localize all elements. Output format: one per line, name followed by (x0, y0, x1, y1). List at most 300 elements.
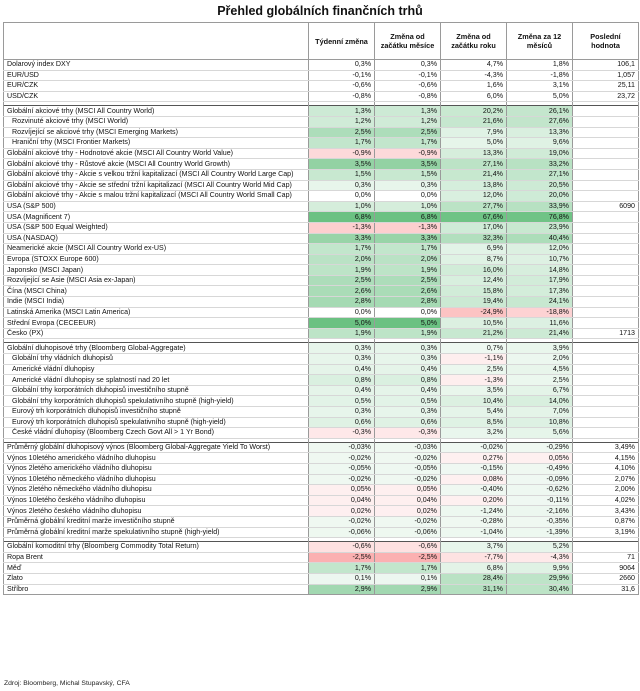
cell-ytd: -1,1% (441, 354, 507, 365)
table-row (4, 328, 639, 339)
cell-ytd: 67,6% (441, 212, 507, 223)
cell-12m: 27,6% (507, 116, 573, 127)
cell-12m: -0,11% (507, 495, 573, 506)
cell-ytd: 2,5% (441, 364, 507, 375)
cell-12m: -18,8% (507, 307, 573, 318)
table-row (4, 191, 639, 202)
row-label: Eurový trh korporátních dluhopisů investičního stupně (4, 407, 309, 418)
table-row (4, 116, 639, 127)
row-label: Čína (MSCI China) (4, 286, 309, 297)
row-label: Výnos 2letého německého vládního dluhopisu (4, 485, 309, 496)
table-row (4, 275, 639, 286)
row-label: Globální akciové trhy (MSCI All Country World) (4, 106, 309, 117)
cell-last (573, 191, 639, 202)
cell-12m: 12,0% (507, 244, 573, 255)
header-row (4, 23, 639, 60)
cell-last (573, 375, 639, 386)
cell-mtd: 0,0% (375, 307, 441, 318)
cell-mtd: -0,03% (375, 442, 441, 453)
cell-weekly: 3,3% (309, 233, 375, 244)
row-label: EUR/CZK (4, 81, 309, 92)
row-label: Evropa (STOXX Europe 600) (4, 254, 309, 265)
row-label: Výnos 2letého amerického vládního dluhopisu (4, 463, 309, 474)
row-label: Indie (MSCI India) (4, 297, 309, 308)
cell-last (573, 275, 639, 286)
cell-12m: 33,9% (507, 201, 573, 212)
cell-ytd: -0,40% (441, 485, 507, 496)
cell-12m: 33,2% (507, 159, 573, 170)
table-row (4, 91, 639, 102)
cell-last: 2,07% (573, 474, 639, 485)
cell-mtd: -0,8% (375, 91, 441, 102)
table-row (4, 542, 639, 553)
cell-last: 0,87% (573, 516, 639, 527)
row-label: Americké vládní dluhopisy (4, 364, 309, 375)
cell-last (573, 307, 639, 318)
cell-last (573, 428, 639, 439)
cell-ytd: -0,15% (441, 463, 507, 474)
table-row (4, 244, 639, 255)
cell-weekly: 1,7% (309, 138, 375, 149)
cell-mtd: 0,3% (375, 354, 441, 365)
cell-last: 3,19% (573, 527, 639, 538)
cell-weekly: 2,5% (309, 127, 375, 138)
cell-last (573, 542, 639, 553)
cell-weekly: 1,2% (309, 116, 375, 127)
cell-ytd: 4,7% (441, 60, 507, 71)
cell-ytd: 27,1% (441, 159, 507, 170)
cell-weekly: 0,02% (309, 506, 375, 517)
cell-weekly: -0,05% (309, 463, 375, 474)
row-label: Výnos 10letého amerického vládního dluhopisu (4, 453, 309, 464)
cell-ytd: -1,3% (441, 375, 507, 386)
cell-weekly: 0,3% (309, 60, 375, 71)
cell-mtd: 2,5% (375, 275, 441, 286)
cell-ytd: 21,2% (441, 328, 507, 339)
cell-weekly: 1,7% (309, 244, 375, 255)
cell-last: 71 (573, 552, 639, 563)
cell-ytd: 8,5% (441, 417, 507, 428)
cell-last (573, 417, 639, 428)
cell-last (573, 254, 639, 265)
cell-weekly: 0,4% (309, 364, 375, 375)
cell-weekly: -0,6% (309, 81, 375, 92)
cell-last (573, 159, 639, 170)
cell-ytd: 6,0% (441, 91, 507, 102)
row-label: Globální komoditní trhy (Bloomberg Commodity Total Return) (4, 542, 309, 553)
cell-12m: 23,9% (507, 222, 573, 233)
cell-mtd: 0,04% (375, 495, 441, 506)
cell-ytd: 0,08% (441, 474, 507, 485)
table-row (4, 495, 639, 506)
row-label: Globální akciové trhy - Akcie se střední tržní kapitalizací (MSCI All Country World Mid Cap) (4, 180, 309, 191)
cell-ytd: 15,8% (441, 286, 507, 297)
cell-mtd: 2,5% (375, 127, 441, 138)
cell-mtd: -0,6% (375, 81, 441, 92)
markets-table (3, 22, 639, 595)
cell-last (573, 233, 639, 244)
cell-ytd: 21,4% (441, 169, 507, 180)
cell-12m: 9,6% (507, 138, 573, 149)
cell-weekly: 0,3% (309, 180, 375, 191)
row-label: Latinská Amerika (MSCI Latin America) (4, 307, 309, 318)
cell-12m: 19,0% (507, 148, 573, 159)
cell-last (573, 116, 639, 127)
row-label: Globální akciové trhy - Akcie s malou tržní kapitalizací (MSCI All Country World Small Cap) (4, 191, 309, 202)
cell-ytd: 31,1% (441, 584, 507, 595)
table-row (4, 573, 639, 584)
table-row (4, 318, 639, 329)
cell-last (573, 354, 639, 365)
cell-ytd: 13,3% (441, 148, 507, 159)
cell-mtd: 0,3% (375, 60, 441, 71)
cell-12m: 14,0% (507, 396, 573, 407)
row-label: Střední Evropa (CECEEUR) (4, 318, 309, 329)
header-ytd: Změna od začátku roku (441, 23, 507, 60)
cell-mtd: 0,6% (375, 417, 441, 428)
cell-12m: 14,8% (507, 265, 573, 276)
cell-weekly: 1,9% (309, 328, 375, 339)
cell-12m: 21,4% (507, 328, 573, 339)
cell-12m: 76,8% (507, 212, 573, 223)
cell-weekly: 1,7% (309, 563, 375, 574)
cell-12m: 29,9% (507, 573, 573, 584)
row-label: Zlato (4, 573, 309, 584)
cell-weekly: 2,6% (309, 286, 375, 297)
cell-mtd: 1,7% (375, 138, 441, 149)
cell-last: 3,43% (573, 506, 639, 517)
row-label: Výnos 2letého českého vládního dluhopisu (4, 506, 309, 517)
table-row (4, 106, 639, 117)
row-label: Americké vládní dluhopisy se splatností nad 20 let (4, 375, 309, 386)
table-row (4, 506, 639, 517)
row-label: Globální trhy korporátních dluhopisů spekulativního stupně (high-yield) (4, 396, 309, 407)
row-label: Neamerické akcie (MSCI All Country World ex-US) (4, 244, 309, 255)
cell-weekly: 0,3% (309, 354, 375, 365)
cell-12m: 27,1% (507, 169, 573, 180)
cell-weekly: 0,3% (309, 407, 375, 418)
table-body (4, 60, 639, 595)
row-label: Průměrná globální kreditní marže spekulativního stupně (high-yield) (4, 527, 309, 538)
cell-weekly: 1,3% (309, 106, 375, 117)
table-row (4, 407, 639, 418)
cell-last (573, 244, 639, 255)
cell-weekly: 0,1% (309, 573, 375, 584)
row-label: Globální trhy korporátních dluhopisů investičního stupně (4, 385, 309, 396)
table-row (4, 265, 639, 276)
table-row (4, 584, 639, 595)
row-label: USA (S&P 500 Equal Weighted) (4, 222, 309, 233)
cell-last (573, 318, 639, 329)
cell-ytd: 3,5% (441, 385, 507, 396)
cell-last (573, 407, 639, 418)
table-row (4, 563, 639, 574)
cell-weekly: -0,03% (309, 442, 375, 453)
cell-12m: 13,3% (507, 127, 573, 138)
cell-last (573, 180, 639, 191)
cell-last: 23,72 (573, 91, 639, 102)
header-instrument (4, 23, 309, 60)
cell-weekly: -0,02% (309, 474, 375, 485)
cell-last (573, 265, 639, 276)
table-row (4, 552, 639, 563)
cell-last (573, 396, 639, 407)
cell-12m: 26,1% (507, 106, 573, 117)
cell-ytd: 1,6% (441, 81, 507, 92)
cell-12m: 2,5% (507, 375, 573, 386)
cell-mtd: -0,02% (375, 516, 441, 527)
cell-mtd: 0,8% (375, 375, 441, 386)
cell-12m: 1,8% (507, 60, 573, 71)
table-row (4, 286, 639, 297)
cell-ytd: 10,5% (441, 318, 507, 329)
row-label: Globální akciové trhy - Hodnotové akcie (MSCI All Country World Value) (4, 148, 309, 159)
cell-weekly: -1,3% (309, 222, 375, 233)
cell-ytd: 7,9% (441, 127, 507, 138)
cell-12m: -2,16% (507, 506, 573, 517)
cell-mtd: 1,3% (375, 106, 441, 117)
table-row (4, 364, 639, 375)
cell-ytd: 5,0% (441, 138, 507, 149)
row-label: České vládní dluhopisy (Bloomberg Czech Govt All > 1 Yr Bond) (4, 428, 309, 439)
cell-ytd: 3,2% (441, 428, 507, 439)
cell-12m: 0,05% (507, 453, 573, 464)
cell-mtd: 5,0% (375, 318, 441, 329)
cell-mtd: -0,1% (375, 70, 441, 81)
cell-ytd: -4,3% (441, 70, 507, 81)
table-row (4, 307, 639, 318)
cell-weekly: 0,6% (309, 417, 375, 428)
cell-mtd: 0,5% (375, 396, 441, 407)
cell-ytd: 13,8% (441, 180, 507, 191)
cell-12m: -0,49% (507, 463, 573, 474)
cell-ytd: 3,7% (441, 542, 507, 553)
row-label: Globální akciové trhy - Akcie s velkou tržní kapitalizací (MSCI All Country World Large Cap) (4, 169, 309, 180)
cell-weekly: 1,9% (309, 265, 375, 276)
cell-weekly: 2,5% (309, 275, 375, 286)
cell-ytd: 17,0% (441, 222, 507, 233)
cell-mtd: 1,5% (375, 169, 441, 180)
table-row (4, 453, 639, 464)
cell-mtd: 2,6% (375, 286, 441, 297)
cell-weekly: -0,1% (309, 70, 375, 81)
cell-12m: 3,1% (507, 81, 573, 92)
cell-mtd: 1,7% (375, 244, 441, 255)
cell-12m: 17,9% (507, 275, 573, 286)
cell-ytd: 21,6% (441, 116, 507, 127)
cell-12m: -0,62% (507, 485, 573, 496)
table-row (4, 343, 639, 354)
cell-ytd: -24,9% (441, 307, 507, 318)
cell-weekly: 2,9% (309, 584, 375, 595)
cell-ytd: 6,8% (441, 563, 507, 574)
cell-mtd: 0,3% (375, 407, 441, 418)
cell-weekly: -0,06% (309, 527, 375, 538)
cell-12m: 10,7% (507, 254, 573, 265)
cell-12m: 17,3% (507, 286, 573, 297)
cell-last (573, 343, 639, 354)
cell-last (573, 222, 639, 233)
table-row (4, 354, 639, 365)
source-note: Zdroj: Bloomberg, Michal Stupavský, CFA (4, 680, 130, 687)
row-label: Dolarový index DXY (4, 60, 309, 71)
cell-mtd: -1,3% (375, 222, 441, 233)
cell-ytd: -0,28% (441, 516, 507, 527)
table-row (4, 180, 639, 191)
table-row (4, 81, 639, 92)
table-row (4, 428, 639, 439)
cell-weekly: 6,8% (309, 212, 375, 223)
table-row (4, 201, 639, 212)
cell-weekly: 0,0% (309, 191, 375, 202)
cell-mtd: 1,2% (375, 116, 441, 127)
cell-mtd: 2,9% (375, 584, 441, 595)
cell-last: 1713 (573, 328, 639, 339)
cell-mtd: -0,02% (375, 453, 441, 464)
cell-last: 2660 (573, 573, 639, 584)
row-label: Ropa Brent (4, 552, 309, 563)
row-label: Výnos 10letého českého vládního dluhopisu (4, 495, 309, 506)
cell-mtd: 0,3% (375, 343, 441, 354)
cell-last (573, 297, 639, 308)
row-label: EUR/USD (4, 70, 309, 81)
cell-mtd: 1,9% (375, 265, 441, 276)
row-label: Stříbro (4, 584, 309, 595)
row-label: Česko (PX) (4, 328, 309, 339)
cell-weekly: 0,8% (309, 375, 375, 386)
cell-12m: -1,8% (507, 70, 573, 81)
cell-last: 25,11 (573, 81, 639, 92)
cell-mtd: -0,6% (375, 542, 441, 553)
cell-weekly: -0,02% (309, 516, 375, 527)
row-label: Globální akciové trhy - Růstové akcie (MSCI All Country World Growth) (4, 159, 309, 170)
row-label: USA (NASDAQ) (4, 233, 309, 244)
cell-ytd: 19,4% (441, 297, 507, 308)
cell-weekly: 2,8% (309, 297, 375, 308)
cell-ytd: 20,2% (441, 106, 507, 117)
cell-weekly: 1,5% (309, 169, 375, 180)
cell-weekly: -0,6% (309, 542, 375, 553)
cell-weekly: -0,8% (309, 91, 375, 102)
cell-12m: 9,9% (507, 563, 573, 574)
cell-mtd: 2,8% (375, 297, 441, 308)
cell-ytd: -1,04% (441, 527, 507, 538)
table-row (4, 159, 639, 170)
table-row (4, 169, 639, 180)
cell-12m: 10,8% (507, 417, 573, 428)
cell-weekly: 0,04% (309, 495, 375, 506)
row-label: Rozvíjející se Asie (MSCI Asia ex-Japan) (4, 275, 309, 286)
cell-12m: 4,5% (507, 364, 573, 375)
cell-mtd: 0,3% (375, 180, 441, 191)
cell-mtd: 2,0% (375, 254, 441, 265)
cell-weekly: -2,5% (309, 552, 375, 563)
cell-12m: -0,29% (507, 442, 573, 453)
cell-weekly: 0,4% (309, 385, 375, 396)
cell-ytd: 10,4% (441, 396, 507, 407)
cell-mtd: -0,05% (375, 463, 441, 474)
cell-ytd: 6,9% (441, 244, 507, 255)
cell-ytd: -1,24% (441, 506, 507, 517)
table-row (4, 297, 639, 308)
cell-weekly: 0,0% (309, 307, 375, 318)
cell-12m: 5,0% (507, 91, 573, 102)
row-label: USD/CZK (4, 91, 309, 102)
table-row (4, 70, 639, 81)
cell-ytd: 0,7% (441, 343, 507, 354)
header-mtd: Změna od začátku měsíce (375, 23, 441, 60)
table-row (4, 463, 639, 474)
table-row (4, 375, 639, 386)
cell-weekly: 2,0% (309, 254, 375, 265)
cell-weekly: 0,5% (309, 396, 375, 407)
table-row (4, 385, 639, 396)
cell-mtd: 0,05% (375, 485, 441, 496)
table-row (4, 148, 639, 159)
cell-last: 4,15% (573, 453, 639, 464)
row-label: Japonsko (MSCI Japan) (4, 265, 309, 276)
cell-last (573, 364, 639, 375)
cell-ytd: -0,02% (441, 442, 507, 453)
cell-last (573, 212, 639, 223)
row-label: Rozvinuté akciové trhy (MSCI World) (4, 116, 309, 127)
cell-ytd: 0,27% (441, 453, 507, 464)
cell-last: 3,49% (573, 442, 639, 453)
cell-mtd: -2,5% (375, 552, 441, 563)
cell-mtd: 3,5% (375, 159, 441, 170)
header-last: Poslední hodnota (573, 23, 639, 60)
table-row (4, 474, 639, 485)
cell-weekly: 3,5% (309, 159, 375, 170)
cell-ytd: 0,20% (441, 495, 507, 506)
cell-mtd: -0,06% (375, 527, 441, 538)
cell-last (573, 169, 639, 180)
cell-ytd: 12,0% (441, 191, 507, 202)
cell-12m: -0,09% (507, 474, 573, 485)
cell-weekly: -0,02% (309, 453, 375, 464)
table-row (4, 233, 639, 244)
cell-last: 106,1 (573, 60, 639, 71)
row-label: Hraniční trhy (MSCI Frontier Markets) (4, 138, 309, 149)
cell-last (573, 286, 639, 297)
table-row (4, 516, 639, 527)
cell-last: 9064 (573, 563, 639, 574)
cell-last (573, 106, 639, 117)
header-12m: Změna za 12 měsíců (507, 23, 573, 60)
table-row (4, 138, 639, 149)
table-row (4, 396, 639, 407)
cell-weekly: 0,3% (309, 343, 375, 354)
row-label: USA (S&P 500) (4, 201, 309, 212)
cell-last: 4,10% (573, 463, 639, 474)
row-label: Globální dluhopisové trhy (Bloomberg Global-Aggregate) (4, 343, 309, 354)
cell-last: 6090 (573, 201, 639, 212)
cell-ytd: 16,0% (441, 265, 507, 276)
cell-12m: 24,1% (507, 297, 573, 308)
cell-mtd: 0,4% (375, 385, 441, 396)
cell-ytd: 8,7% (441, 254, 507, 265)
cell-weekly: -0,9% (309, 148, 375, 159)
cell-mtd: 0,0% (375, 191, 441, 202)
cell-weekly: -0,3% (309, 428, 375, 439)
cell-mtd: 0,4% (375, 364, 441, 375)
cell-weekly: 0,05% (309, 485, 375, 496)
cell-mtd: 0,02% (375, 506, 441, 517)
cell-last (573, 127, 639, 138)
cell-last: 1,057 (573, 70, 639, 81)
cell-mtd: -0,3% (375, 428, 441, 439)
cell-mtd: 1,9% (375, 328, 441, 339)
